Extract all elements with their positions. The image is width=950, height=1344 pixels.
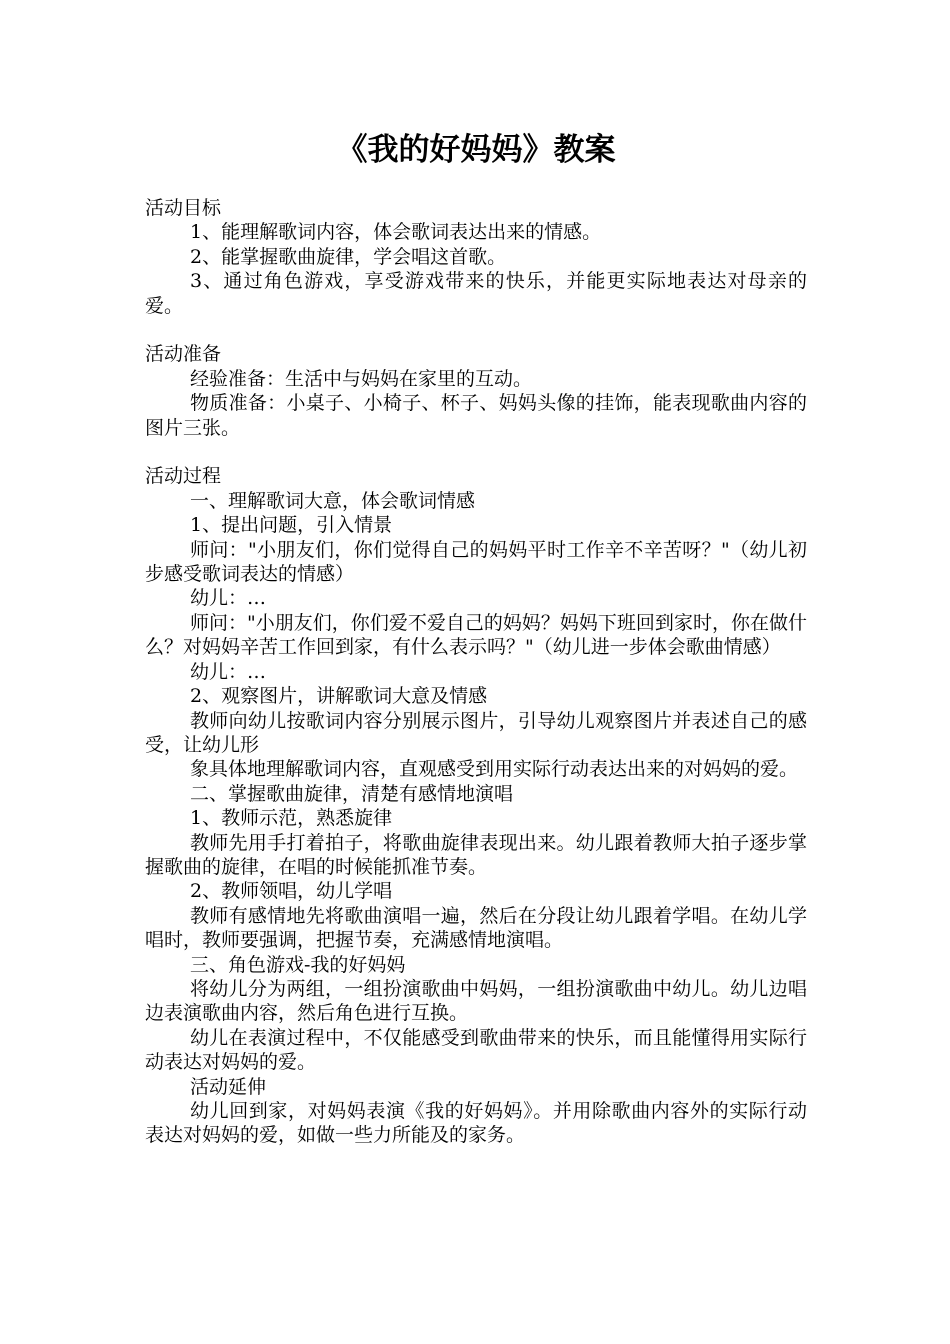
section-process: [145, 464, 807, 1147]
paragraph: 师问："小朋友们，你们爱不爱自己的妈妈？妈妈下班回到家时，你在做什么？对妈妈辛苦工作回到家，有什么表示吗？"（幼儿进一步体会歌曲情感）: [145, 611, 807, 659]
paragraph: 2、能掌握歌曲旋律，学会唱这首歌。: [190, 245, 507, 268]
paragraph: 将幼儿分为两组，一组扮演歌曲中妈妈，一组扮演歌曲中幼儿。幼儿边唱边表演歌曲内容，然后角色进行互换。: [145, 977, 807, 1025]
paragraph: 幼儿：…: [190, 660, 267, 683]
section-heading: 活动准备: [145, 343, 222, 366]
paragraph: 活动延伸: [190, 1075, 267, 1098]
section-heading: 活动过程: [145, 465, 222, 488]
paragraph: 教师向幼儿按歌词内容分别展示图片，引导幼儿观察图片并表述自己的感受，让幼儿形: [145, 709, 807, 756]
section-preparation: [145, 342, 807, 440]
section-heading: 活动目标: [145, 197, 222, 219]
paragraph: 象具体地理解歌词内容，直观感受到用实际行动表达出来的对妈妈的爱。: [190, 758, 799, 781]
paragraph: 经验准备：生活中与妈妈在家里的互动。: [190, 367, 533, 390]
document-page: [145, 126, 807, 1148]
paragraph: 1、能理解歌词内容，体会歌词表达出来的情感。: [190, 221, 602, 244]
paragraph: 物质准备：小桌子、小椅子、杯子、妈妈头像的挂饰，能表现歌曲内容的图片三张。: [145, 392, 807, 439]
paragraph: 1、教师示范，熟悉旋律: [190, 807, 393, 830]
paragraph: 教师有感情地先将歌曲演唱一遍，然后在分段让幼儿跟着学唱。在幼儿学唱时，教师要强调，把握节奏，充满感情地演唱。: [145, 904, 807, 952]
paragraph: 师问："小朋友们，你们觉得自己的妈妈平时工作辛不辛苦呀？"（幼儿初步感受歌词表达的情感）: [145, 538, 807, 586]
section-objectives: [145, 196, 807, 318]
paragraph: 二、掌握歌曲旋律，清楚有感情地演唱: [190, 782, 514, 805]
paragraph: 一、理解歌词大意，体会歌词情感: [190, 489, 476, 512]
document-title: 《我的好妈妈》教案: [336, 132, 616, 168]
paragraph: 幼儿回到家，对妈妈表演《我的好妈妈》。并用除歌曲内容外的实际行动表达对妈妈的爱，如做一些力所能及的家务。: [145, 1100, 807, 1147]
paragraph: 3、通过角色游戏，享受游戏带来的快乐，并能更实际地表达对母亲的爱。: [145, 270, 807, 317]
paragraph: 1、提出问题，引入情景: [190, 514, 393, 537]
paragraph: 幼儿在表演过程中，不仅能感受到歌曲带来的快乐，而且能懂得用实际行动表达对妈妈的爱。: [145, 1026, 807, 1074]
paragraph: 幼儿：…: [190, 587, 267, 610]
paragraph: 2、教师领唱，幼儿学唱: [190, 880, 393, 903]
paragraph: 三、角色游戏-我的好妈妈: [190, 953, 406, 976]
paragraph: 2、观察图片，讲解歌词大意及情感: [190, 685, 488, 708]
paragraph: 教师先用手打着拍子，将歌曲旋律表现出来。幼儿跟着教师大拍子逐步掌握歌曲的旋律，在唱的时候能抓准节奏。: [145, 831, 807, 878]
